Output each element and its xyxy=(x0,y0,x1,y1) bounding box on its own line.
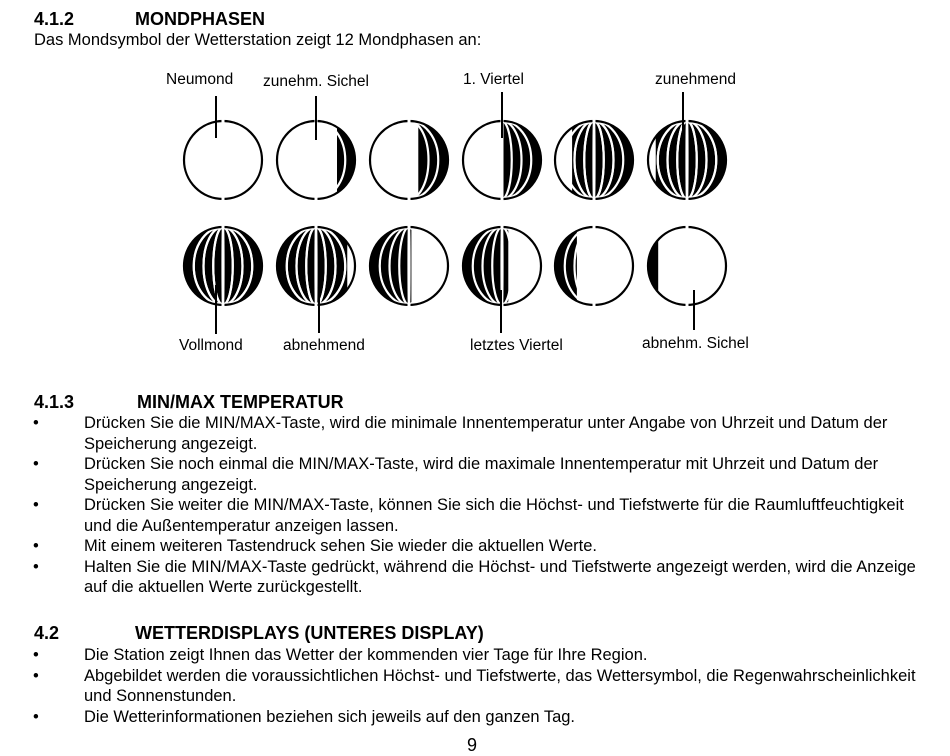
label-erstes-viertel: 1. Viertel xyxy=(463,71,524,88)
moon-phase-icon xyxy=(648,119,726,201)
label-abnehmend: abnehmend xyxy=(283,337,365,354)
bullet-marker: • xyxy=(33,496,39,514)
moon-phase-icon xyxy=(184,119,262,201)
bullet-text: Abgebildet werden die voraussichtlichen Höchst- und Tiefstwerte, das Wettersymbol, die Regenwahrscheinlichkeit und Sonnenstunden. xyxy=(84,666,916,705)
bullet-marker: • xyxy=(33,537,39,555)
bullet-text: Drücken Sie noch einmal die MIN/MAX-Taste, wird die maximale Innentemperatur mit Uhrzeit und Datum der Speicherung angezeigt. xyxy=(84,455,879,494)
list-item xyxy=(0,666,950,707)
bullet-marker: • xyxy=(33,646,39,664)
moon-phase-icon xyxy=(555,225,633,307)
bullet-text: Drücken Sie weiter die MIN/MAX-Taste, können Sie sich die Höchst- und Tiefstwerte für die Raumluftfeuchtigkeit und die Außentemperatur anzeigen lassen. xyxy=(84,496,904,535)
moon-intro-text: Das Mondsymbol der Wetterstation zeigt 12 Mondphasen an: xyxy=(34,31,482,49)
moon-phase-icon xyxy=(648,225,726,307)
bullet-text: Die Station zeigt Ihnen das Wetter der kommenden vier Tage für Ihre Region. xyxy=(84,646,648,664)
label-abnehm-sichel: abnehm. Sichel xyxy=(642,335,749,352)
bullet-text: Halten Sie die MIN/MAX-Taste gedrückt, während die Höchst- und Tiefstwerte angezeigt werden, wird die Anzeige auf die aktuellen Werte zurückgestellt. xyxy=(84,557,916,596)
moon-phase-icon xyxy=(370,119,448,201)
bullet-text: Die Wetterinformationen beziehen sich jeweils auf den ganzen Tag. xyxy=(84,707,576,726)
label-vollmond: Vollmond xyxy=(179,337,243,354)
bullet-text: Drücken Sie die MIN/MAX-Taste, wird die minimale Innentemperatur unter Angabe von Uhrzeit und Datum der Speicherung angezeigt. xyxy=(84,414,888,453)
list-item xyxy=(0,536,950,557)
label-neumond: Neumond xyxy=(166,71,234,88)
list-item xyxy=(0,707,950,728)
list-item xyxy=(0,413,950,454)
moon-phase-icon xyxy=(370,225,448,307)
bullet-marker: • xyxy=(33,414,39,432)
label-zunehm-sichel: zunehm. Sichel xyxy=(263,73,369,90)
list-item xyxy=(0,645,950,666)
moon-phase-icon xyxy=(555,119,633,201)
page-number: 9 xyxy=(467,735,478,755)
moon-phase-icon xyxy=(184,225,262,307)
bullet-marker: • xyxy=(33,557,39,576)
bullet-text: Mit einem weiteren Tastendruck sehen Sie wieder die aktuellen Werte. xyxy=(84,537,597,555)
section-number: 4.1.3 xyxy=(34,392,75,412)
section-number: 4.1.2 xyxy=(34,9,75,29)
section-number: 4.2 xyxy=(34,623,60,643)
moon-phase-icon xyxy=(277,225,355,307)
list-item xyxy=(0,557,950,598)
minmax-bullet-list xyxy=(0,413,950,598)
bullet-marker: • xyxy=(33,455,39,473)
bullet-marker: • xyxy=(33,666,39,685)
section-title: MONDPHASEN xyxy=(135,9,266,29)
list-item xyxy=(0,495,950,536)
wetter-bullet-list xyxy=(0,645,950,727)
section-title: MIN/MAX TEMPERATUR xyxy=(137,392,344,412)
section-title: WETTERDISPLAYS (UNTERES DISPLAY) xyxy=(135,623,484,643)
label-zunehmend: zunehmend xyxy=(655,71,737,88)
label-letztes-viertel: letztes Viertel xyxy=(470,337,563,354)
list-item xyxy=(0,454,950,495)
bullet-marker: • xyxy=(33,707,39,726)
